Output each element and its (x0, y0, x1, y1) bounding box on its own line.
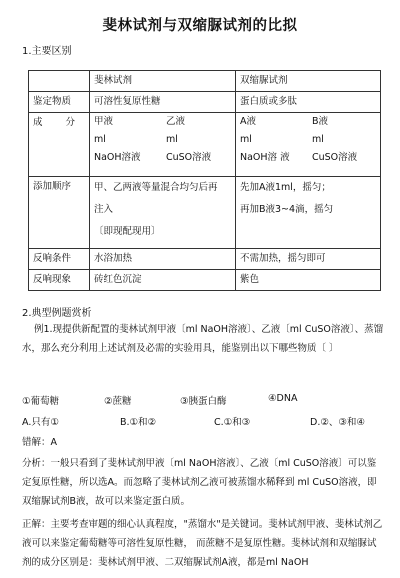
item: ③胰蛋白酶 (180, 396, 227, 407)
solution-name: B液 (312, 116, 329, 127)
solution-conc: ml (94, 134, 106, 145)
section-heading-1: 1.主要区别 (22, 46, 72, 57)
table-row (29, 177, 381, 249)
row-label: 反响条件 (29, 249, 90, 270)
comparison-table (28, 70, 381, 291)
table-cell (236, 113, 381, 177)
row-label (29, 113, 90, 177)
solution-reagent: NaOH溶液 (94, 152, 141, 163)
solution-reagent: NaOH溶 液 (240, 152, 290, 163)
choice-list (22, 414, 384, 428)
solution-conc: ml (312, 134, 324, 145)
example-question: 例1.现提供新配置的斐林试剂甲液〔ml NaOH溶液〕、乙液〔ml CuSO溶液〕、蒸馏水，那么充分利用上述试剂及必需的实验用具，能鉴别出以下哪些物质〔 〕 (22, 324, 384, 354)
solution-name: 乙液 (166, 116, 186, 127)
solution-conc: ml (166, 134, 178, 145)
solution-name: A液 (240, 116, 256, 127)
table-header-biuret: 双缩脲试剂 (236, 71, 381, 92)
table-cell (236, 177, 381, 249)
cell-line: 甲、乙两液等量混合均匀后再 (94, 182, 218, 193)
cell-line: 再加B液3~4滴，摇匀 (240, 204, 334, 215)
row-label: 反响现象 (29, 270, 90, 291)
solution-reagent: CuSO溶液 (312, 152, 358, 163)
row-label: 鉴定物质 (29, 92, 90, 113)
table-cell (29, 71, 90, 92)
solution-reagent: CuSO溶液 (166, 152, 212, 163)
row-label-char: 成 (33, 117, 43, 128)
choice: D.②、③和④ (310, 417, 365, 428)
table-row (29, 270, 381, 291)
row-label: 添加顺序 (29, 177, 90, 249)
page-title: 斐林试剂与双缩脲试剂的比拟 (102, 18, 298, 34)
choice: A.只有① (22, 417, 59, 428)
solution-conc: ml (240, 134, 252, 145)
correct-answer-paragraph: 正解：主要考查审题的细心认真程度，"蒸馏水"是关键词。斐林试剂甲液、斐林试剂乙液可以来鉴定葡萄糖等可溶性复原性糖， 而蔗糖不是复原性糖。斐林试剂和双缩脲试剂的成分区别是：斐林试剂甲液、二双缩脲试剂A液，都是ml NaOH (22, 519, 383, 568)
item: ①葡萄糖 (22, 396, 60, 407)
table-cell (90, 113, 236, 177)
table-row (29, 92, 381, 113)
item: ④DNA (268, 393, 298, 404)
table-row (29, 249, 381, 270)
table-cell: 不需加热，摇匀即可 (236, 249, 381, 270)
row-label-char: 分 (65, 117, 75, 128)
section-heading-2: 2.典型例题赏析 (22, 308, 92, 319)
analysis-paragraph: 分析：一般只看到了斐林试剂甲液〔ml NaOH溶液〕、乙液〔ml CuSO溶液〕可以鉴定复原性糖，所以选A。而忽略了斐林试剂乙液可被蒸馏水稀释到 ml CuSO溶液，即双缩脲试剂B液，故可以来鉴定蛋白质。 (22, 458, 377, 507)
table-header-fehling: 斐林试剂 (90, 71, 236, 92)
table-cell: 蛋白质或多肽 (236, 92, 381, 113)
table-cell: 水浴加热 (90, 249, 236, 270)
choice: B.①和② (120, 417, 157, 428)
solution-name: 甲液 (94, 116, 114, 127)
table-cell: 紫色 (236, 270, 381, 291)
table-row (29, 113, 381, 177)
table-cell (90, 177, 236, 249)
item-list (22, 393, 384, 407)
table-header-row (29, 71, 381, 92)
cell-line: 先加A液1ml，摇匀； (240, 182, 331, 193)
table-cell: 砖红色沉淀 (90, 270, 236, 291)
table-cell: 可溶性复原性糖 (90, 92, 236, 113)
cell-line: 注入 (94, 204, 114, 215)
cell-line: 〔即现配现用〕 (94, 226, 161, 237)
choice: C.①和③ (214, 417, 251, 428)
item: ②蔗糖 (104, 396, 132, 407)
wrong-answer: 错解：A (22, 437, 57, 448)
